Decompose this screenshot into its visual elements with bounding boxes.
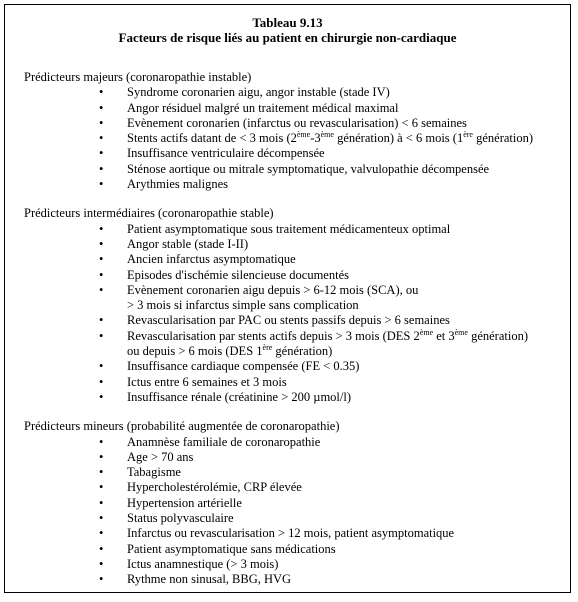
bullet-icon: •	[99, 434, 104, 449]
list-item	[24, 146, 560, 161]
list-item	[24, 435, 560, 450]
list-item-text: Sténose aortique ou mitrale symptomatique, valvulopathie décompensée	[127, 161, 490, 176]
list-item	[24, 329, 560, 360]
list-item-text: Hypertension artérielle	[127, 495, 242, 510]
bullet-icon: •	[99, 449, 104, 464]
list-item	[24, 237, 560, 252]
list-item-text: Episodes d'ischémie silencieuse documentés	[127, 267, 349, 282]
list-item-text: Revascularisation par stents actifs depuis > 3 mois (DES 2ème et 3ème génération) ou depuis > 6 mois (DES 1ère génération)	[127, 327, 528, 359]
list-item-text: Syndrome coronarien aigu, angor instable (stade IV)	[127, 85, 390, 100]
risk-factor-list	[24, 222, 560, 406]
list-item	[24, 390, 560, 405]
list-item	[24, 375, 560, 390]
bullet-icon: •	[99, 313, 104, 328]
bullet-icon: •	[99, 221, 104, 236]
list-item-text: Angor stable (stade I-II)	[127, 236, 249, 251]
list-item-text: Status polyvasculaire	[127, 511, 234, 526]
list-item-text: Insuffisance ventriculaire décompensée	[127, 146, 325, 161]
list-item-text: Arythmies malignes	[127, 177, 229, 192]
list-item-text: Insuffisance cardiaque compensée (FE < 0.35)	[127, 359, 360, 374]
bullet-icon: •	[99, 161, 104, 176]
list-item-text: Infarctus ou revascularisation > 12 mois, patient asymptomatique	[127, 526, 455, 541]
list-item	[24, 85, 560, 100]
list-item-text: Evènement coronarien aigu depuis > 6-12 mois (SCA), ou > 3 mois si infarctus simple sans complication	[127, 282, 419, 313]
list-item	[24, 496, 560, 511]
bullet-icon: •	[99, 572, 104, 587]
list-item	[24, 542, 560, 557]
bullet-icon: •	[99, 236, 104, 251]
list-item	[24, 101, 560, 116]
risk-factor-list	[24, 85, 560, 192]
list-item	[24, 177, 560, 192]
section-1	[24, 206, 560, 405]
bullet-icon: •	[99, 511, 104, 526]
list-item-text: Ictus entre 6 semaines et 3 mois	[127, 374, 287, 389]
bullet-icon: •	[99, 252, 104, 267]
risk-factor-list	[24, 435, 560, 588]
list-item	[24, 572, 560, 587]
list-item-text: Patient asymptomatique sous traitement médicamenteux optimal	[127, 221, 451, 236]
bullet-icon: •	[99, 480, 104, 495]
list-item	[24, 313, 560, 328]
list-item-text: Ictus anamnestique (> 3 mois)	[127, 556, 279, 571]
list-item	[24, 359, 560, 374]
list-item-text: Hypercholestérolémie, CRP élevée	[127, 480, 302, 495]
table-title: Facteurs de risque liés au patient en chirurgie non-cardiaque	[118, 30, 457, 45]
list-item-text: Stents actifs datant de < 3 mois (2ème-3ème génération) à < 6 mois (1ère génération)	[127, 130, 534, 146]
list-item-text: Evènement coronarien (infarctus ou revascularisation) < 6 semaines	[127, 115, 467, 130]
bullet-icon: •	[99, 115, 104, 130]
list-item	[24, 131, 560, 146]
bullet-icon: •	[99, 177, 104, 192]
list-item-text: Rythme non sinusal, BBG, HVG	[127, 572, 292, 587]
bullet-icon: •	[99, 85, 104, 100]
list-item	[24, 526, 560, 541]
bullet-icon: •	[99, 374, 104, 389]
section-0	[24, 70, 560, 192]
list-item-text: Tabagisme	[127, 465, 181, 480]
bullet-icon: •	[99, 100, 104, 115]
list-item-text: Revascularisation par PAC ou stents passifs depuis > 6 semaines	[127, 313, 450, 328]
list-item	[24, 268, 560, 283]
list-item	[24, 116, 560, 131]
list-item-text: Ancien infarctus asymptomatique	[127, 252, 296, 267]
table-number: Tableau 9.13	[252, 15, 323, 30]
list-item-text: Age > 70 ans	[127, 449, 194, 464]
list-item	[24, 283, 560, 314]
bullet-icon: •	[99, 495, 104, 510]
table-title-block	[5, 15, 570, 45]
list-item	[24, 465, 560, 480]
list-item	[24, 222, 560, 237]
bullet-icon: •	[99, 465, 104, 480]
list-item	[24, 450, 560, 465]
list-item-text: Insuffisance rénale (créatinine > 200 µmol/l)	[127, 389, 352, 404]
list-item-text: Angor résiduel malgré un traitement médical maximal	[127, 100, 399, 115]
table-frame	[4, 4, 571, 593]
list-item-text: Anamnèse familiale de coronaropathie	[127, 434, 321, 449]
table-content	[24, 70, 560, 602]
bullet-icon: •	[99, 359, 104, 374]
bullet-icon: •	[99, 556, 104, 571]
list-item	[24, 252, 560, 267]
section-header: Prédicteurs majeurs (coronaropathie instable)	[24, 70, 252, 84]
bullet-icon: •	[99, 282, 104, 297]
bullet-icon: •	[99, 146, 104, 161]
bullet-icon: •	[99, 328, 104, 343]
bullet-icon: •	[99, 389, 104, 404]
list-item	[24, 162, 560, 177]
list-item	[24, 511, 560, 526]
bullet-icon: •	[99, 526, 104, 541]
section-header: Prédicteurs mineurs (probabilité augmentée de coronaropathie)	[24, 419, 340, 434]
section-2	[24, 419, 560, 587]
bullet-icon: •	[99, 267, 104, 282]
list-item	[24, 480, 560, 495]
list-item	[24, 557, 560, 572]
list-item-text: Patient asymptomatique sans médications	[127, 541, 336, 556]
bullet-icon: •	[99, 541, 104, 556]
bullet-icon: •	[99, 131, 104, 146]
section-header: Prédicteurs intermédiaires (coronaropathie stable)	[24, 206, 274, 221]
